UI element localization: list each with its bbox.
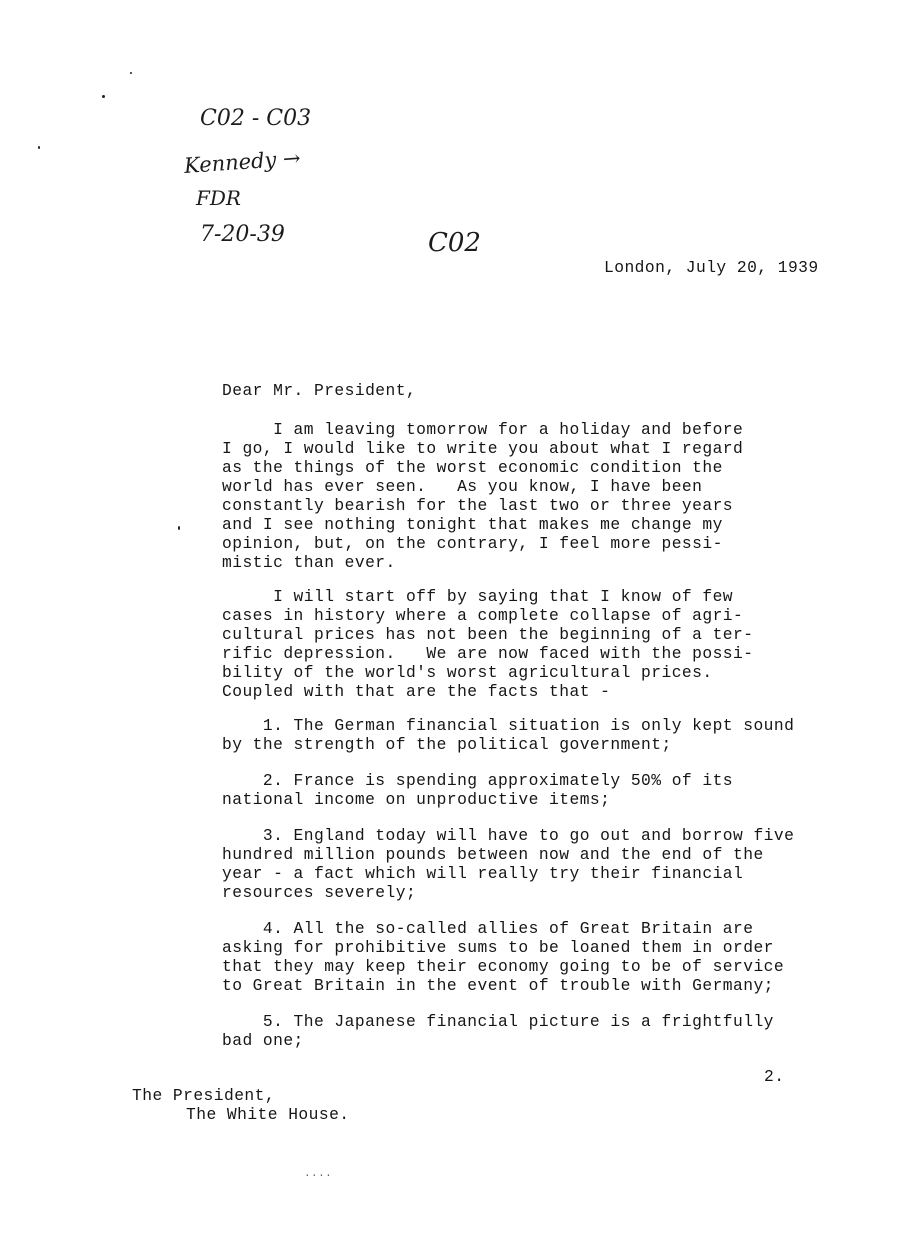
dateline: London, July 20, 1939: [604, 258, 819, 277]
handwritten-code: C02: [428, 228, 481, 258]
list-item-3: [222, 826, 794, 902]
page-marker: 2.: [764, 1067, 785, 1086]
text-line: world has ever seen. As you know, I have been: [222, 477, 703, 496]
text-line: national income on unproductive items;: [222, 790, 611, 809]
text-line: that they may keep their economy going to be of service: [222, 957, 785, 976]
list-item-2: [222, 771, 733, 809]
handwritten-name: Kennedy →: [183, 145, 302, 179]
handwritten-date: 7-20-39: [200, 222, 285, 247]
text-line: constantly bearish for the last two or three years: [222, 496, 734, 515]
text-line: year - a fact which will really try their financial: [222, 864, 744, 883]
text-line: 5. The Japanese financial picture is a frightfully: [222, 1012, 774, 1031]
text-line: 1. The German financial situation is only kept sound: [222, 716, 795, 735]
text-line: rific depression. We are now faced with the possi-: [222, 644, 754, 663]
scan-speck: [38, 146, 40, 149]
text-line: Coupled with that are the facts that -: [222, 682, 611, 701]
text-line: as the things of the worst economic condition the: [222, 458, 723, 477]
list-item-1: [222, 716, 794, 754]
text-line: cases in history where a complete collapse of agri-: [222, 606, 744, 625]
text-line: I will start off by saying that I know of few: [222, 587, 734, 606]
text-line: 2. France is spending approximately 50% of its: [222, 771, 734, 790]
text-line: mistic than ever.: [222, 553, 396, 572]
text-line: cultural prices has not been the beginning of a ter-: [222, 625, 754, 644]
addressee-line-2: The White House.: [186, 1105, 350, 1124]
list-item-4: [222, 919, 784, 995]
text-line: asking for prohibitive sums to be loaned them in order: [222, 938, 774, 957]
scan-speck: [130, 72, 132, 74]
handwritten-recipient: FDR: [196, 186, 241, 210]
salutation: Dear Mr. President,: [222, 381, 417, 400]
text-line: bad one;: [222, 1031, 304, 1050]
text-line: I am leaving tomorrow for a holiday and before: [222, 420, 744, 439]
scan-speck: [102, 95, 105, 98]
text-line: bility of the world's worst agricultural prices.: [222, 663, 713, 682]
handwritten-file-code: C02 - C03: [200, 106, 312, 131]
paragraph-2: [222, 587, 753, 701]
text-line: to Great Britain in the event of trouble with Germany;: [222, 976, 774, 995]
text-line: resources severely;: [222, 883, 417, 902]
text-line: and I see nothing tonight that makes me change my: [222, 515, 723, 534]
text-line: opinion, but, on the contrary, I feel more pessi-: [222, 534, 723, 553]
addressee-line-1: The President,: [132, 1086, 276, 1105]
text-line: 3. England today will have to go out and borrow five: [222, 826, 795, 845]
text-line: hundred million pounds between now and the end of the: [222, 845, 764, 864]
scan-speck: [178, 526, 180, 530]
text-line: 4. All the so-called allies of Great Britain are: [222, 919, 754, 938]
text-line: by the strength of the political government;: [222, 735, 672, 754]
list-item-5: [222, 1012, 774, 1050]
paragraph-1: [222, 420, 743, 572]
footer-mark: ....: [304, 1168, 333, 1180]
text-line: I go, I would like to write you about what I regard: [222, 439, 744, 458]
